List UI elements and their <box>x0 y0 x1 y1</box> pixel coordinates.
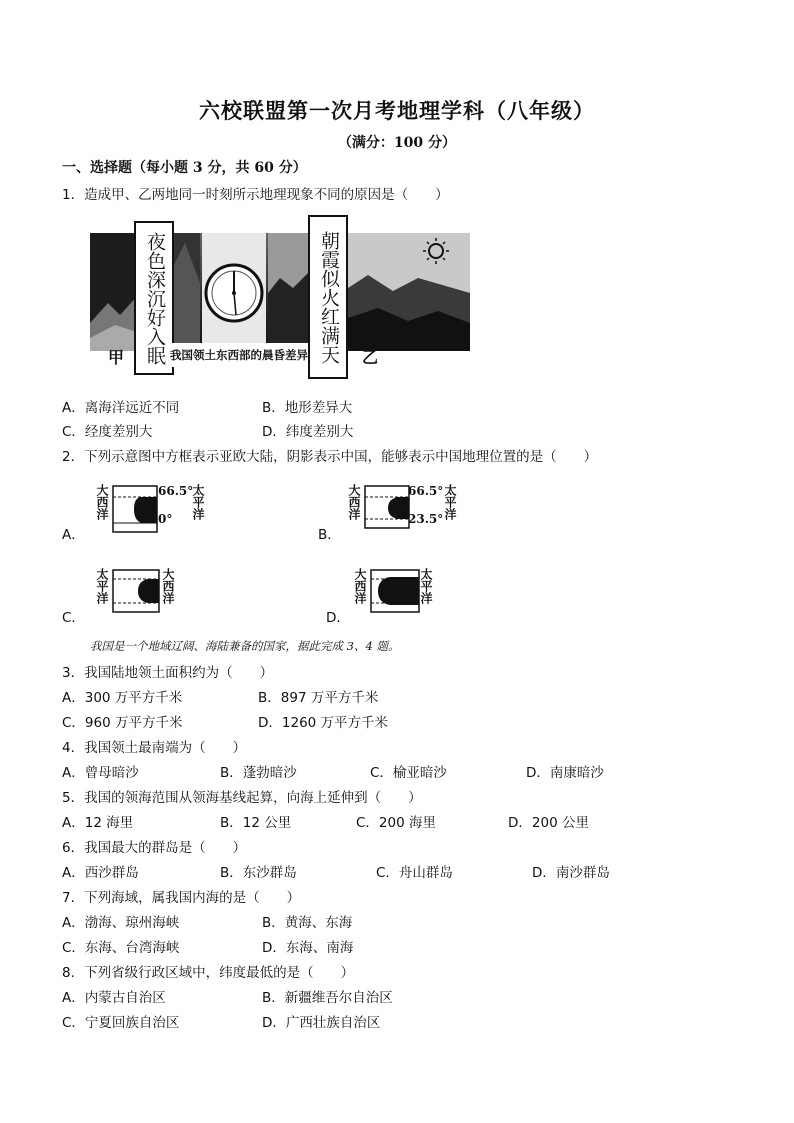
left-banner: 夜色深沉好入眠 <box>134 221 174 375</box>
q4-option-c[interactable]: C．榆亚暗沙 <box>370 765 447 781</box>
map-b-right-ocean: 太平洋 <box>443 484 457 520</box>
q7-option-b[interactable]: B．黄海、东海 <box>262 915 353 931</box>
q5-option-d[interactable]: D．200 公里 <box>508 815 589 831</box>
map-a-right-ocean: 太平洋 <box>191 484 205 520</box>
q2-option-c-letter[interactable]: C． <box>62 610 85 626</box>
q6-option-a[interactable]: A．西沙群岛 <box>62 865 139 881</box>
page-title: 六校联盟第一次月考地理学科（八年级） <box>199 98 595 123</box>
q1-option-c[interactable]: C．经度差别大 <box>62 424 153 440</box>
q8-option-a[interactable]: A．内蒙古自治区 <box>62 990 166 1006</box>
q1-option-b[interactable]: B．地形差异大 <box>262 400 353 416</box>
question-8-stem: 8．下列省级行政区域中，纬度最低的是（ ） <box>62 965 355 981</box>
q2-map-a[interactable] <box>96 482 206 538</box>
map-c-right-ocean: 大西洋 <box>161 568 175 604</box>
map-a-frame <box>112 485 158 533</box>
question-3-stem: 3．我国陆地领土面积约为（ ） <box>62 665 274 681</box>
q2-map-b[interactable] <box>348 482 468 538</box>
question-7-stem: 7．下列海域，属我国内海的是（ ） <box>62 890 301 906</box>
q3-option-b[interactable]: B．897 万平方千米 <box>258 690 379 706</box>
map-b-lat-bottom: 23.5° <box>408 512 444 526</box>
q3-option-a[interactable]: A．300 万平方千米 <box>62 690 183 706</box>
q2-option-a-letter[interactable]: A． <box>62 527 85 543</box>
q2-option-b-letter[interactable]: B． <box>318 527 341 543</box>
q2-map-c[interactable] <box>96 566 186 622</box>
q7-option-d[interactable]: D．东海、南海 <box>262 940 354 956</box>
full-score: （满分：100 分） <box>337 135 457 151</box>
map-b-lat-top: 66.5° <box>408 484 444 498</box>
q1-option-a[interactable]: A．离海洋远近不同 <box>62 400 180 416</box>
question-6-stem: 6．我国最大的群岛是（ ） <box>62 840 247 856</box>
question-1-stem: 1．造成甲、乙两地同一时刻所示地理现象不同的原因是（ ） <box>62 187 449 203</box>
dawn-landscape-image <box>268 233 308 351</box>
map-a-lat-bottom: 0° <box>158 512 173 526</box>
figure-1 <box>90 215 470 375</box>
label-jia: 甲 <box>108 348 125 367</box>
question-4-stem: 4．我国领土最南端为（ ） <box>62 740 247 756</box>
q4-option-d[interactable]: D．南康暗沙 <box>526 765 604 781</box>
map-c-left-ocean: 太平洋 <box>95 568 109 604</box>
q8-option-d[interactable]: D．广西壮族自治区 <box>262 1015 381 1031</box>
question-2-stem: 2．下列示意图中方框表示亚欧大陆，阴影表示中国，能够表示中国地理位置的是（ ） <box>62 449 598 465</box>
right-banner: 朝霞似火红满天 <box>308 215 348 379</box>
sunrise-scene-image <box>348 233 470 351</box>
q5-option-a[interactable]: A．12 海里 <box>62 815 134 831</box>
map-c-frame <box>112 569 160 613</box>
q2-option-d-letter[interactable]: D． <box>326 610 350 626</box>
q1-option-d[interactable]: D．纬度差别大 <box>262 424 354 440</box>
q5-option-b[interactable]: B．12 公里 <box>220 815 292 831</box>
clock-image <box>202 233 266 351</box>
question-5-stem: 5．我国的领海范围从领海基线起算，向海上延伸到（ ） <box>62 790 422 806</box>
map-b-frame <box>364 485 410 529</box>
q3-option-d[interactable]: D．1260 万平方千米 <box>258 715 389 731</box>
q2-map-d[interactable] <box>354 566 444 622</box>
map-a-left-ocean: 大西洋 <box>95 484 109 520</box>
q7-option-a[interactable]: A．渤海、琼州海峡 <box>62 915 180 931</box>
q8-option-c[interactable]: C．宁夏回族自治区 <box>62 1015 180 1031</box>
label-yi: 乙 <box>362 348 379 367</box>
q6-option-b[interactable]: B．东沙群岛 <box>220 865 297 881</box>
figure-caption: 我国领土东西部的晨昏差异 <box>170 343 308 367</box>
q4-option-b[interactable]: B．蓬勃暗沙 <box>220 765 297 781</box>
map-d-left-ocean: 大西洋 <box>353 568 367 604</box>
q6-option-c[interactable]: C．舟山群岛 <box>376 865 453 881</box>
q5-option-c[interactable]: C．200 海里 <box>356 815 436 831</box>
section-heading: 一、选择题（每小题 3 分，共 60 分） <box>62 160 307 176</box>
night-scene-image <box>90 233 140 351</box>
q4-option-a[interactable]: A．曾母暗沙 <box>62 765 139 781</box>
map-a-lat-top: 66.5° <box>158 484 194 498</box>
q3-option-c[interactable]: C．960 万平方千米 <box>62 715 183 731</box>
map-b-left-ocean: 大西洋 <box>347 484 361 520</box>
map-d-frame <box>370 569 420 613</box>
mountain-image <box>170 233 200 351</box>
q7-option-c[interactable]: C．东海、台湾海峡 <box>62 940 180 956</box>
map-d-right-ocean: 太平洋 <box>419 568 433 604</box>
passage-note: 我国是一个地域辽阔、海陆兼备的国家，据此完成 3、4 题。 <box>90 639 400 653</box>
q6-option-d[interactable]: D．南沙群岛 <box>532 865 610 881</box>
q8-option-b[interactable]: B．新疆维吾尔自治区 <box>262 990 393 1006</box>
